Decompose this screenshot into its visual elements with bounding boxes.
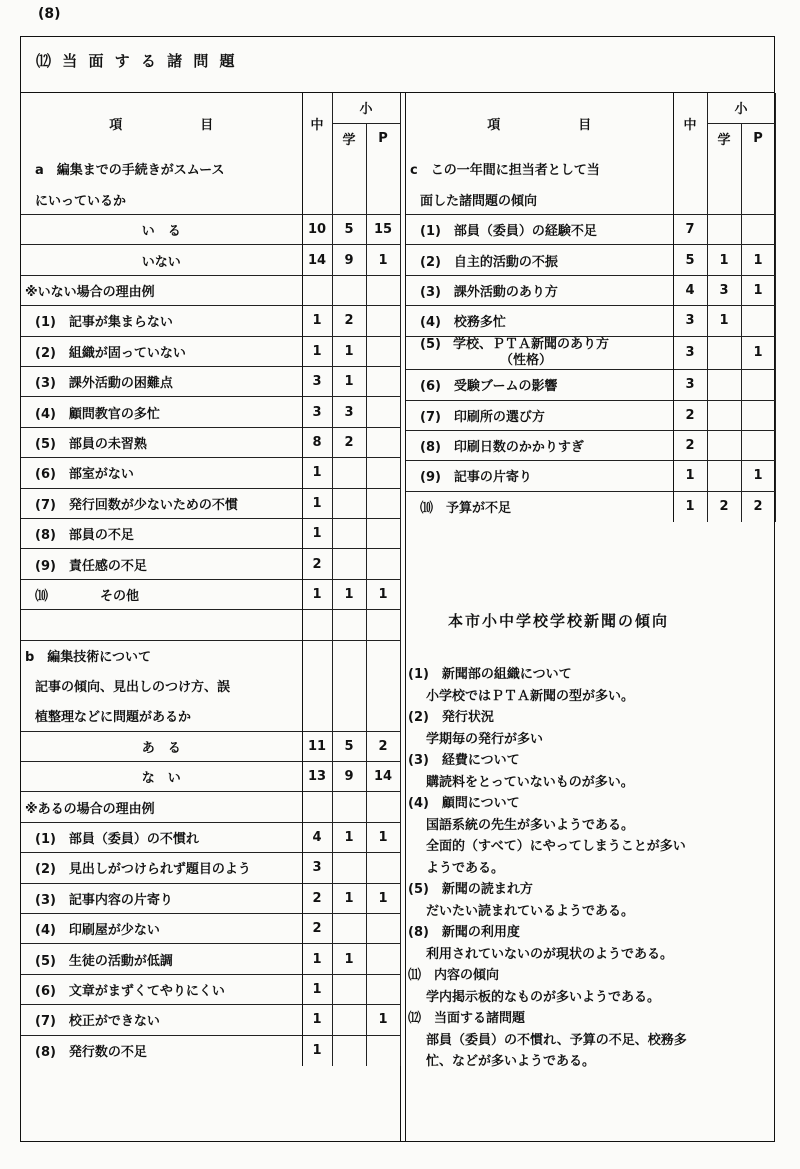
reason-row — [21, 974, 400, 1004]
answer-row — [21, 215, 400, 245]
middle-value — [302, 792, 332, 822]
middle-value: 5 — [673, 245, 707, 275]
summary-title: 本市小中学校学校新聞の傾向 — [448, 612, 670, 630]
header-student: 学 — [332, 123, 366, 153]
summary-item-heading: ⑿ 当面する諸問題 — [408, 1011, 526, 1026]
middle-value — [302, 640, 332, 670]
answer-row — [21, 245, 400, 275]
row-label: な い — [21, 762, 302, 792]
summary-item-text: ようである。 — [426, 860, 505, 876]
reason-row — [21, 458, 400, 488]
student-value: 1 — [707, 245, 741, 275]
row-label — [406, 336, 673, 370]
middle-value: 3 — [302, 397, 332, 427]
reason-row — [21, 367, 400, 397]
row-label: い る — [21, 215, 302, 245]
parent-value: 1 — [366, 883, 400, 913]
student-value: 2 — [332, 427, 366, 457]
reason-row — [21, 336, 400, 366]
row-label: 記事の傾向、見出しのつけ方、誤 — [21, 670, 302, 700]
reason-row — [21, 822, 400, 852]
parent-value — [741, 215, 775, 245]
question-row — [21, 184, 400, 214]
middle-value: 1 — [302, 336, 332, 366]
parent-value — [366, 1035, 400, 1065]
parent-value — [366, 610, 400, 640]
student-value — [332, 275, 366, 305]
blank-row — [21, 610, 400, 640]
reason-row — [21, 306, 400, 336]
summary-item-heading: (4) 顧問について — [408, 796, 520, 811]
right-survey-table — [406, 93, 776, 522]
middle-value — [302, 275, 332, 305]
summary-item-text: 学期毎の発行が多い — [426, 731, 544, 747]
student-value: 1 — [332, 336, 366, 366]
reason-row — [21, 1005, 400, 1035]
parent-value — [366, 974, 400, 1004]
issue-row — [406, 430, 775, 460]
parent-value — [366, 914, 400, 944]
student-value — [332, 914, 366, 944]
student-value — [332, 458, 366, 488]
middle-value — [302, 154, 332, 184]
issue-row — [406, 370, 775, 400]
row-label: (6) 部室がない — [21, 458, 302, 488]
reason-row — [21, 853, 400, 883]
student-value — [707, 430, 741, 460]
student-value — [332, 670, 366, 700]
summary-item-heading: (1) 新聞部の組織について — [408, 667, 572, 682]
header-parent: P — [366, 123, 400, 153]
header-item: 項 目 — [21, 93, 302, 154]
parent-value — [366, 670, 400, 700]
student-value: 1 — [332, 367, 366, 397]
parent-value: 1 — [741, 336, 775, 370]
parent-value: 1 — [366, 245, 400, 275]
middle-value: 2 — [673, 430, 707, 460]
parent-value — [366, 306, 400, 336]
parent-value — [366, 792, 400, 822]
student-value: 2 — [707, 491, 741, 521]
summary-item-text: 学内掲示板的なものが多いようである。 — [426, 989, 661, 1005]
student-value — [707, 184, 741, 214]
parent-value: 1 — [741, 461, 775, 491]
item-number: (5) — [420, 336, 441, 352]
summary-item-heading: (5) 新聞の読まれ方 — [408, 882, 533, 897]
parent-value — [366, 458, 400, 488]
middle-value: 13 — [302, 762, 332, 792]
student-value — [707, 370, 741, 400]
parent-value: 1 — [741, 245, 775, 275]
middle-value: 1 — [302, 579, 332, 609]
parent-value — [366, 275, 400, 305]
parent-value: 1 — [366, 822, 400, 852]
summary-item-text: だいたい読まれているようである。 — [426, 903, 635, 919]
student-value — [332, 974, 366, 1004]
question-row — [406, 154, 775, 184]
parent-value — [741, 154, 775, 184]
reason-row — [21, 579, 400, 609]
student-value — [332, 184, 366, 214]
middle-value: 1 — [302, 488, 332, 518]
parent-value — [366, 488, 400, 518]
header-parent: P — [741, 123, 775, 153]
middle-value: 1 — [302, 518, 332, 548]
summary-item-text: 国語系統の先生が多いようである。 — [426, 817, 635, 833]
question-row — [406, 184, 775, 214]
summary-item-text: 忙、などが多いようである。 — [426, 1054, 596, 1069]
section-title: ⑿ 当 面 す る 諸 問 題 — [36, 52, 238, 70]
issue-row — [406, 245, 775, 275]
parent-value — [366, 184, 400, 214]
summary-item-heading: ⑾ 内容の傾向 — [408, 968, 500, 983]
student-value — [707, 154, 741, 184]
parent-value — [366, 853, 400, 883]
row-label: (7) 校正ができない — [21, 1005, 302, 1035]
student-value: 5 — [332, 731, 366, 761]
reason-row — [21, 427, 400, 457]
question-row — [21, 670, 400, 700]
summary-item-text: 利用されていないのが現状のようである。 — [426, 946, 674, 962]
student-value — [707, 461, 741, 491]
student-value: 9 — [332, 762, 366, 792]
row-label: (8) 印刷日数のかかりすぎ — [406, 430, 673, 460]
header-small: 小 — [707, 93, 775, 123]
summary-item-heading: (3) 経費について — [408, 753, 520, 768]
middle-value: 1 — [673, 461, 707, 491]
middle-value: 1 — [302, 306, 332, 336]
row-label: にいっているか — [21, 184, 302, 214]
row-label: (9) 記事の片寄り — [406, 461, 673, 491]
parent-value — [366, 397, 400, 427]
student-value — [332, 518, 366, 548]
middle-value — [302, 670, 332, 700]
student-value — [332, 701, 366, 731]
issue-row — [406, 336, 775, 370]
middle-value: 1 — [302, 1005, 332, 1035]
reason-row — [21, 914, 400, 944]
parent-value — [366, 944, 400, 974]
question-row — [21, 640, 400, 670]
row-label: 面した諸問題の傾向 — [406, 184, 673, 214]
parent-value — [741, 370, 775, 400]
summary-item-text: 全面的（すべて）にやってしまうことが多い — [426, 839, 686, 854]
row-label: ※あるの場合の理由例 — [21, 792, 302, 822]
student-value: 2 — [332, 306, 366, 336]
row-label: (8) 部員の不足 — [21, 518, 302, 548]
middle-value: 4 — [302, 822, 332, 852]
summary-item-text: 部員（委員）の不慣れ、予算の不足、校務多 — [426, 1032, 687, 1048]
row-label: (1) 記事が集まらない — [21, 306, 302, 336]
student-value: 3 — [707, 275, 741, 305]
middle-value: 3 — [673, 336, 707, 370]
question-row — [21, 154, 400, 184]
answer-row — [21, 762, 400, 792]
middle-value: 3 — [302, 367, 332, 397]
header-middle: 中 — [302, 93, 332, 154]
row-label: ⑽ その他 — [21, 579, 302, 609]
reason-row — [21, 944, 400, 974]
middle-value: 4 — [673, 275, 707, 305]
issue-row — [406, 461, 775, 491]
middle-value: 1 — [302, 944, 332, 974]
row-label: (1) 部員（委員）の不慣れ — [21, 822, 302, 852]
left-survey-table — [21, 93, 401, 1066]
parent-value — [366, 640, 400, 670]
row-label: (3) 課外活動のあり方 — [406, 275, 673, 305]
parent-value: 15 — [366, 215, 400, 245]
answer-row — [21, 731, 400, 761]
issue-row — [406, 215, 775, 245]
middle-value: 11 — [302, 731, 332, 761]
parent-value: 2 — [366, 731, 400, 761]
issue-row — [406, 306, 775, 336]
student-value: 1 — [332, 822, 366, 852]
item-text: 学校、ＰＴＡ新聞のあり方 — [452, 336, 609, 352]
row-label: (7) 発行回数が少ないための不慣 — [21, 488, 302, 518]
row-label: (6) 文章がまずくてやりにくい — [21, 974, 302, 1004]
row-label: (8) 発行数の不足 — [21, 1035, 302, 1065]
item-text-cont: （性格） — [500, 352, 553, 368]
student-value: 3 — [332, 397, 366, 427]
parent-value — [741, 430, 775, 460]
student-value — [332, 640, 366, 670]
header-small: 小 — [332, 93, 400, 123]
question-row — [21, 701, 400, 731]
middle-value: 8 — [302, 427, 332, 457]
middle-value: 14 — [302, 245, 332, 275]
row-label: (9) 責任感の不足 — [21, 549, 302, 579]
row-label: あ る — [21, 731, 302, 761]
middle-value: 3 — [302, 853, 332, 883]
summary-item-heading: (2) 発行状況 — [408, 710, 494, 725]
parent-value: 14 — [366, 762, 400, 792]
student-value: 5 — [332, 215, 366, 245]
student-value: 9 — [332, 245, 366, 275]
row-label: b 編集技術について — [21, 640, 302, 670]
parent-value — [366, 701, 400, 731]
reason-row — [21, 1035, 400, 1065]
issue-row — [406, 400, 775, 430]
row-label: (4) 印刷屋が少ない — [21, 914, 302, 944]
row-label: ⑽ 予算が不足 — [406, 491, 673, 521]
student-value: 1 — [707, 306, 741, 336]
student-value — [707, 215, 741, 245]
parent-value — [741, 306, 775, 336]
row-label: (5) 生徒の活動が低調 — [21, 944, 302, 974]
issue-row — [406, 275, 775, 305]
row-label: (1) 部員（委員）の経験不足 — [406, 215, 673, 245]
middle-value: 2 — [302, 549, 332, 579]
middle-value — [673, 154, 707, 184]
row-label: (4) 校務多忙 — [406, 306, 673, 336]
student-value — [332, 154, 366, 184]
parent-value — [366, 367, 400, 397]
reason-row — [21, 488, 400, 518]
middle-value: 10 — [302, 215, 332, 245]
student-value: 1 — [332, 883, 366, 913]
row-label: (3) 記事内容の片寄り — [21, 883, 302, 913]
row-label: 植整理などに問題があるか — [21, 701, 302, 731]
row-label: c この一年間に担当者として当 — [406, 154, 673, 184]
middle-value: 7 — [673, 215, 707, 245]
student-value — [332, 853, 366, 883]
row-label: (2) 組織が固っていない — [21, 336, 302, 366]
student-value — [332, 549, 366, 579]
row-label: (6) 受験ブームの影響 — [406, 370, 673, 400]
student-value: 1 — [332, 944, 366, 974]
page-number: (8) — [38, 6, 61, 22]
parent-value — [366, 518, 400, 548]
student-value: 1 — [332, 579, 366, 609]
middle-value: 2 — [302, 914, 332, 944]
summary-list — [408, 664, 768, 1073]
reason-row — [21, 549, 400, 579]
middle-value — [673, 184, 707, 214]
row-label: (2) 自主的活動の不振 — [406, 245, 673, 275]
student-value — [707, 336, 741, 370]
row-label: (4) 顧問教官の多忙 — [21, 397, 302, 427]
row-label: (5) 部員の未習熟 — [21, 427, 302, 457]
middle-value: 1 — [673, 491, 707, 521]
middle-value: 1 — [302, 458, 332, 488]
student-value — [332, 488, 366, 518]
parent-value: 1 — [741, 275, 775, 305]
summary-item-text: 小学校ではＰＴＡ新聞の型が多い。 — [426, 688, 635, 704]
summary-item-text: 購読料をとっていないものが多い。 — [426, 774, 634, 790]
middle-value — [302, 610, 332, 640]
parent-value — [366, 336, 400, 366]
parent-value — [366, 427, 400, 457]
middle-value: 3 — [673, 370, 707, 400]
middle-value: 2 — [673, 400, 707, 430]
student-value — [332, 1005, 366, 1035]
row-label: ※いない場合の理由例 — [21, 275, 302, 305]
header-item: 項 目 — [406, 93, 673, 154]
row-label: いない — [21, 245, 302, 275]
student-value — [332, 610, 366, 640]
header-middle: 中 — [673, 93, 707, 154]
row-label: a 編集までの手続きがスムース — [21, 154, 302, 184]
middle-value: 1 — [302, 974, 332, 1004]
parent-value: 1 — [366, 579, 400, 609]
student-value — [332, 792, 366, 822]
row-label: (2) 見出しがつけられず題目のよう — [21, 853, 302, 883]
middle-value — [302, 701, 332, 731]
parent-value — [741, 184, 775, 214]
reason-row — [21, 397, 400, 427]
middle-value: 2 — [302, 883, 332, 913]
student-value — [332, 1035, 366, 1065]
header-student: 学 — [707, 123, 741, 153]
row-label: (7) 印刷所の選び方 — [406, 400, 673, 430]
parent-value: 1 — [366, 1005, 400, 1035]
reason-row — [21, 883, 400, 913]
reason-row — [21, 518, 400, 548]
parent-value: 2 — [741, 491, 775, 521]
reason-heading-row — [21, 792, 400, 822]
row-label: (3) 課外活動の困難点 — [21, 367, 302, 397]
parent-value — [366, 549, 400, 579]
parent-value — [741, 400, 775, 430]
summary-item-heading: (8) 新聞の利用度 — [408, 925, 520, 940]
issue-row — [406, 491, 775, 521]
student-value — [707, 400, 741, 430]
middle-value: 3 — [673, 306, 707, 336]
parent-value — [366, 154, 400, 184]
row-label — [21, 610, 302, 640]
reason-heading-row — [21, 275, 400, 305]
middle-value — [302, 184, 332, 214]
middle-value: 1 — [302, 1035, 332, 1065]
